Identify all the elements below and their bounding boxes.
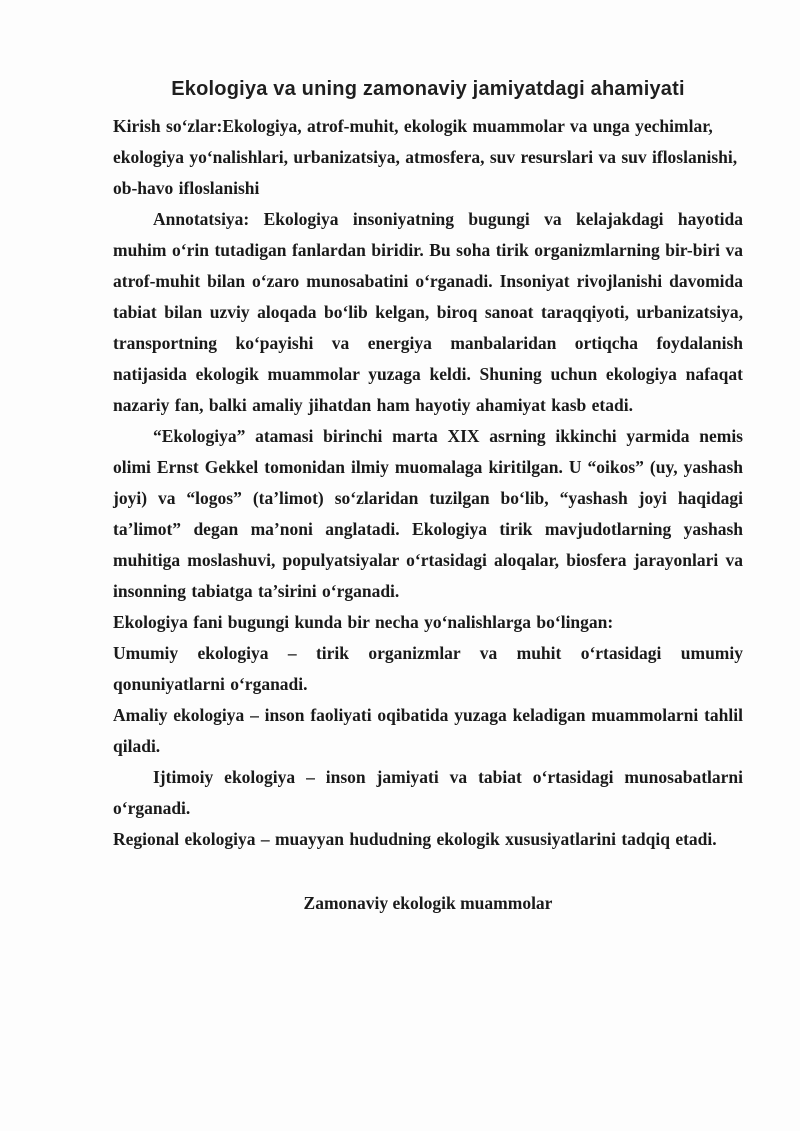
paragraph: Umumiy ekologiya – tirik organizmlar va muhit o‘rtasidagi umumiy qonuniyatlarni o‘rganadi.	[113, 643, 743, 694]
paragraph: Kirish so‘zlar:Ekologiya, atrof-muhit, ekologik muammolar va unga yechimlar, ekologiya yo‘nalishlari, urbanizatsiya, atmosfera, suv resurslari va suv ifloslanishi, ob-havo ifloslanishi	[113, 116, 738, 198]
paragraph: “Ekologiya” atamasi birinchi marta XIX asrning ikkinchi yarmida nemis olimi Ernst Gekkel tomonidan ilmiy muomalaga kiritilgan. U “oikos” (uy, yashash joyi) va “logos” (ta’limot) so‘zlaridan tuzilgan bo‘lib, “yashash joyi haqidagi ta’limot” degan ma’noni anglatadi. Ekologiya tirik mavjudotlarning yashash muhitiga moslashuvi, populyatsiyalar o‘rtasidagi aloqalar, biosfera jarayonlari va insonning tabiatga ta’sirini o‘rganadi.	[113, 426, 743, 601]
paragraph: Ekologiya fani bugungi kunda bir necha yo‘nalishlarga bo‘lingan:	[113, 612, 614, 632]
paragraph: Regional ekologiya – muayyan hududning ekologik xususiyatlarini tadqiq etadi.	[113, 829, 717, 849]
paragraph: Ijtimoiy ekologiya – inson jamiyati va tabiat o‘rtasidagi munosabatlarni o‘rganadi.	[113, 767, 743, 818]
paragraph: Annotatsiya: Ekologiya insoniyatning bugungi va kelajakdagi hayotida muhim o‘rin tutadigan fanlardan biridir. Bu soha tirik organizmlarning bir-biri va atrof-muhit bilan o‘zaro munosabatini o‘rganadi. Insoniyat rivojlanishi davomida tabiat bilan uzviy aloqada bo‘lib kelgan, biroq sanoat taraqqiyoti, urbanizatsiya, transportning ko‘payishi va energiya manbalaridan ortiqcha foydalanish natijasida ekologik muammolar yuzaga keldi. Shuning uchun ekologiya nafaqat nazariy fan, balki amaliy jihatdan ham hayotiy ahamiyat kasb etadi.	[113, 209, 743, 415]
document-title: Ekologiya va uning zamonaviy jamiyatdagi ahamiyati	[171, 78, 685, 100]
paragraph: Amaliy ekologiya – inson faoliyati oqibatida yuzaga keladigan muammolarni tahlil qiladi.	[113, 705, 743, 756]
section-heading: Zamonaviy ekologik muammolar	[303, 893, 553, 913]
document-body	[113, 111, 743, 855]
